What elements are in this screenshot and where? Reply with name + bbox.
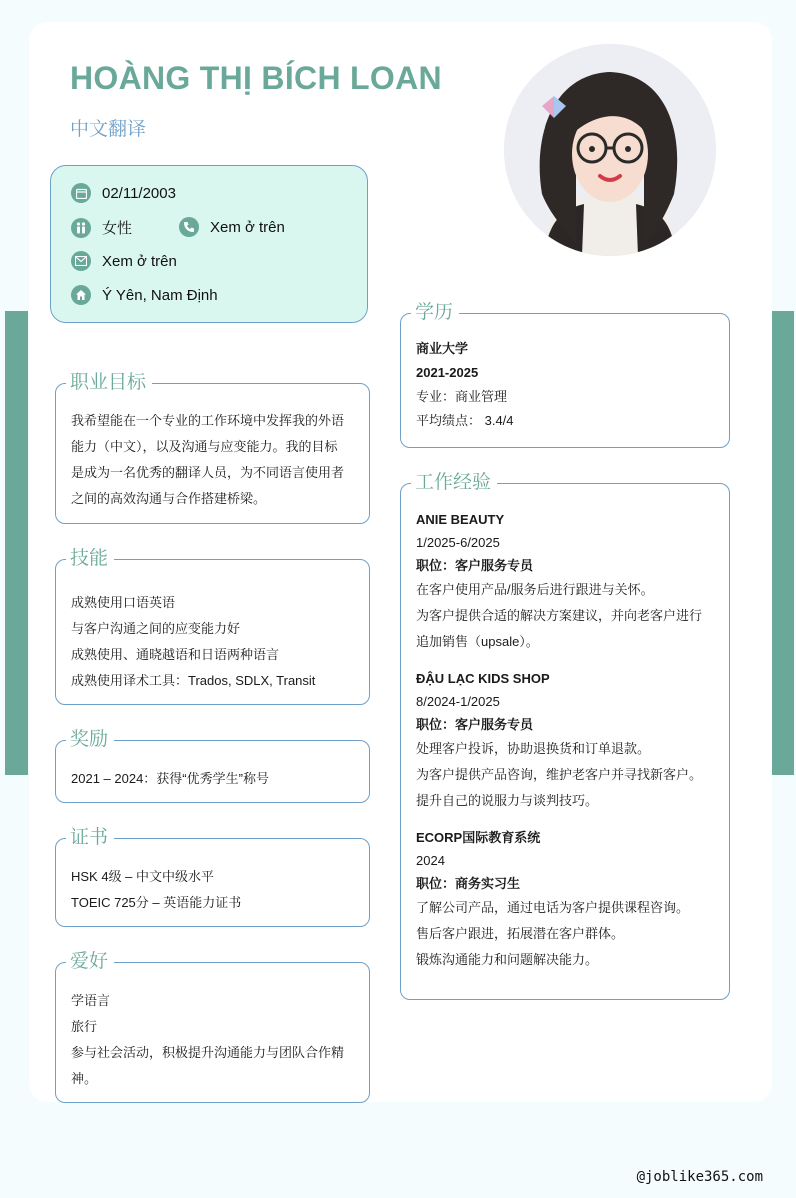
hobby-item: 学语言 <box>71 993 111 1008</box>
objective-line: 是成为一名优秀的翻译人员，为不同语言使用者 <box>71 465 345 480</box>
phone-row[interactable] <box>179 217 285 237</box>
job-duty: 售后客户跟进，拓展潜在客户群体。 <box>416 926 625 941</box>
job-duty: 在客户使用产品/服务后进行跟进与关怀。 <box>416 582 654 597</box>
hobbies-title: 爱好 <box>66 949 114 975</box>
hobby-item: 旅行 <box>71 1019 98 1034</box>
certificate-item: HSK 4级 – 中文中级水平 <box>71 869 215 884</box>
home-icon <box>71 285 91 305</box>
objective-line: 能力（中文），以及沟通与应变能力。我的目标 <box>71 439 338 454</box>
left-accent-bar <box>5 311 28 775</box>
job-entry <box>416 667 717 814</box>
school-name: 商业大学 <box>416 341 469 356</box>
objective-title: 职业目标 <box>66 370 152 396</box>
gender-text: 女性 <box>102 220 133 237</box>
education-body <box>416 337 717 433</box>
education-major: 专业：商业管理 <box>416 389 508 404</box>
job-duty: 为客户提供合适的解决方案建议，并向老客户进行 <box>416 608 703 623</box>
job-company: ĐẬU LẠC KIDS SHOP <box>416 671 550 686</box>
education-section <box>400 302 730 448</box>
hobbies-body <box>71 988 357 1092</box>
hobbies-section <box>55 951 370 1103</box>
job-entry <box>416 508 717 655</box>
birthday-text: 02/11/2003 <box>102 184 176 202</box>
job-duty: 处理客户投诉，协助退换货和订单退款。 <box>416 741 651 756</box>
phone-text: Xem ở trên <box>210 218 285 236</box>
certificates-title: 证书 <box>66 825 114 851</box>
profile-photo <box>504 44 716 256</box>
awards-title: 奖励 <box>66 727 114 753</box>
skills-section <box>55 548 370 705</box>
hobby-item: 参与社会活动，积极提升沟通能力与团队合作精 <box>71 1045 345 1060</box>
objective-line: 我希望能在一个专业的工作环境中发挥我的外语 <box>71 413 345 428</box>
certificates-body <box>71 864 357 916</box>
job-role: 职位：客户服务专员 <box>416 717 534 732</box>
education-period: 2021-2025 <box>416 365 479 380</box>
skills-body <box>71 590 357 694</box>
job-title: 中文翻译 <box>70 119 147 140</box>
skills-title: 技能 <box>66 546 114 572</box>
job-duty: 提升自己的说服力与谈判技巧。 <box>416 793 599 808</box>
job-duty: 锻炼沟通能力和问题解决能力。 <box>416 952 599 967</box>
mail-icon <box>71 251 91 271</box>
job-period: 8/2024-1/2025 <box>416 694 500 709</box>
gender-icon <box>71 218 91 238</box>
calendar-icon <box>71 183 91 203</box>
skill-item: 与客户沟通之间的应变能力好 <box>71 621 241 636</box>
job-company: ECORP国际教育系统 <box>416 830 541 845</box>
candidate-name: HOÀNG THỊ BÍCH LOAN <box>70 60 442 96</box>
education-title: 学历 <box>411 300 459 326</box>
birthday-row <box>71 183 176 203</box>
experience-title: 工作经验 <box>411 470 497 496</box>
email-text: Xem ở trên <box>102 252 177 270</box>
job-role: 职位：商务实习生 <box>416 876 521 891</box>
job-company: ANIE BEAUTY <box>416 512 505 527</box>
email-row[interactable] <box>71 251 177 271</box>
right-accent-bar <box>771 311 794 775</box>
objective-line: 之间的高效沟通与合作搭建桥梁。 <box>71 491 267 506</box>
job-period: 2024 <box>416 853 445 868</box>
objective-body <box>71 408 357 512</box>
address-text: Ý Yên, Nam Định <box>102 286 218 304</box>
certificate-item: TOEIC 725分 – 英语能力证书 <box>71 895 242 910</box>
award-item: 2021 – 2024：获得“优秀学生”称号 <box>71 771 269 786</box>
job-role: 职位：客户服务专员 <box>416 558 534 573</box>
hobby-item: 神。 <box>71 1071 98 1086</box>
gender-row <box>71 217 132 238</box>
job-duty: 为客户提供产品咨询，维护老客户并寻找新客户。 <box>416 767 703 782</box>
phone-icon <box>179 217 199 237</box>
awards-section <box>55 729 370 803</box>
job-entry <box>416 826 717 973</box>
experience-section <box>400 472 730 1000</box>
job-period: 1/2025-6/2025 <box>416 535 500 550</box>
job-duty: 了解公司产品，通过电话为客户提供课程咨询。 <box>416 900 690 915</box>
watermark: @joblike365.com <box>636 1169 763 1185</box>
experience-body <box>416 508 717 973</box>
awards-body <box>71 766 357 792</box>
certificates-section <box>55 827 370 927</box>
contact-box <box>50 165 368 323</box>
objective-section <box>55 372 370 524</box>
skill-item: 成熟使用口语英语 <box>71 595 176 610</box>
skill-item: 成熟使用、通晓越语和日语两种语言 <box>71 647 280 662</box>
education-gpa: 平均绩点： 3.4/4 <box>416 413 514 428</box>
skill-item: 成熟使用译术工具：Trados, SDLX, Transit <box>71 673 316 688</box>
address-row <box>71 285 218 305</box>
job-duty: 追加销售（upsale）。 <box>416 634 539 649</box>
